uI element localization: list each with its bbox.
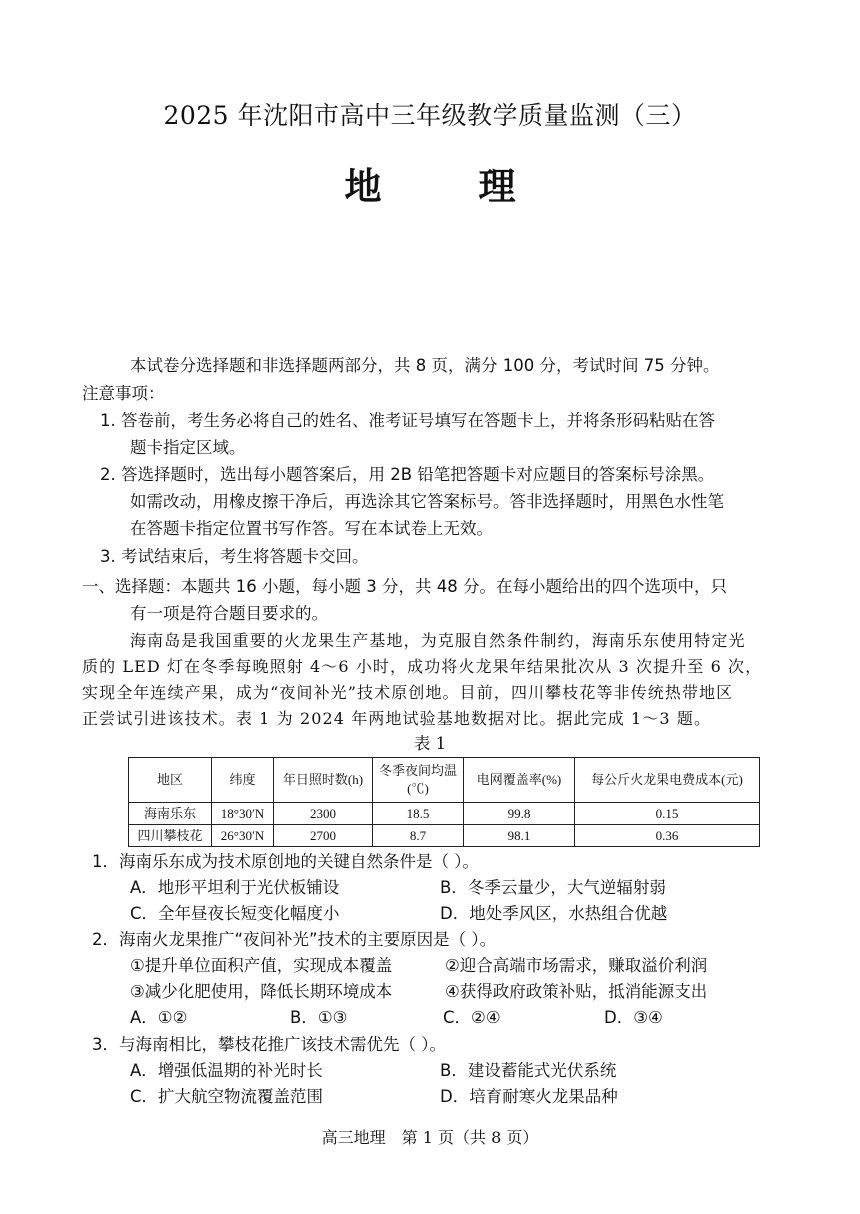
q3-option-c: C．扩大航空物流覆盖范围 <box>130 1087 324 1106</box>
passage-line: 实现全年连续产果，成为“夜间补光”技术原创地。目前，四川攀枝花等非传统热带地区 <box>82 683 734 702</box>
table-header: 每公斤火龙果电费成本(元) <box>575 758 760 803</box>
table-cell: 四川攀枝花 <box>129 825 212 847</box>
notice-item: 2. 答选择题时，选出每小题答案后，用 2B 铅笔把答题卡对应题目的答案标号涂黑。 <box>100 465 715 484</box>
table-row <box>129 803 760 825</box>
table-cell: 2700 <box>274 825 373 847</box>
table-header: 地区 <box>129 758 212 803</box>
notice-item: 3. 考试结束后，考生将答题卡交回。 <box>100 547 369 566</box>
data-table <box>128 757 760 847</box>
table-header: 冬季夜间均温(℃) <box>373 758 464 803</box>
exam-title: 2025 年沈阳市高中三年级教学质量监测（三） <box>163 101 697 130</box>
table-cell: 0.15 <box>575 803 760 825</box>
q2-statement: ①提升单位面积产值，实现成本覆盖 <box>130 956 393 975</box>
passage-line: 正尝试引进该技术。表 1 为 2024 年两地试验基地数据对比。据此完成 1～3 题。 <box>82 709 712 728</box>
q3-option-a: A．增强低温期的补光时长 <box>130 1061 323 1080</box>
page-footer: 高三地理 第 1 页（共 8 页） <box>321 1128 539 1147</box>
section-heading-cont: 有一项是符合题目要求的。 <box>130 604 328 623</box>
section-heading: 一、选择题：本题共 16 小题，每小题 3 分，共 48 分。在每小题给出的四个选项中，只 <box>82 577 727 596</box>
q2-option-d: D．③④ <box>604 1008 663 1027</box>
q2-statement: ④获得政府政策补贴，抵消能源支出 <box>445 982 708 1001</box>
q3-option-d: D．培育耐寒火龙果品种 <box>440 1087 618 1106</box>
notice-item: 在答题卡指定位置书写作答。写在本试卷上无效。 <box>130 519 493 538</box>
table-header: 电网覆盖率(%) <box>464 758 575 803</box>
q2-statement: ②迎合高端市场需求，赚取溢价利润 <box>445 956 708 975</box>
table-cell: 8.7 <box>373 825 464 847</box>
table-caption: 表 1 <box>413 734 447 753</box>
question-2-stem: 2．海南火龙果推广“夜间补光”技术的主要原因是（ ）。 <box>92 930 497 949</box>
q2-statement: ③减少化肥使用，降低长期环境成本 <box>130 982 393 1001</box>
table-header: 纬度 <box>212 758 274 803</box>
table-cell: 2300 <box>274 803 373 825</box>
table-row <box>129 825 760 847</box>
q1-option-d: D．地处季风区，水热组合优越 <box>440 904 668 923</box>
table-cell: 18.5 <box>373 803 464 825</box>
table-header: 年日照时数(h) <box>274 758 373 803</box>
notice-heading: 注意事项： <box>82 384 165 403</box>
q2-option-a: A．①② <box>130 1008 188 1027</box>
question-1-stem: 1．海南乐东成为技术原创地的关键自然条件是（ ）。 <box>92 852 479 871</box>
table-cell: 99.8 <box>464 803 575 825</box>
q1-option-a: A．地形平坦利于光伏板铺设 <box>130 878 340 897</box>
intro-text: 本试卷分选择题和非选择题两部分，共 8 页，满分 100 分，考试时间 75 分钟。 <box>130 356 720 375</box>
q3-option-b: B．建设蓄能式光伏系统 <box>440 1061 617 1080</box>
table-cell: 海南乐东 <box>129 803 212 825</box>
subject-title: 地 理 <box>344 164 546 208</box>
table-cell: 18°30′N <box>212 803 274 825</box>
q2-option-b: B．①③ <box>290 1008 348 1027</box>
notice-item: 题卡指定区域。 <box>130 438 246 457</box>
q1-option-b: B．冬季云量少，大气逆辐射弱 <box>440 878 666 897</box>
question-3-stem: 3．与海南相比，攀枝花推广该技术需优先（ ）。 <box>92 1035 446 1054</box>
table-cell: 98.1 <box>464 825 575 847</box>
table-cell: 26°30′N <box>212 825 274 847</box>
q1-option-c: C．全年昼夜长短变化幅度小 <box>130 904 340 923</box>
passage-line: 质的 LED 灯在冬季每晚照射 4～6 小时，成功将火龙果年结果批次从 3 次提升至 6 次， <box>82 657 763 676</box>
passage-line: 海南岛是我国重要的火龙果生产基地，为克服自然条件制约，海南乐东使用特定光 <box>130 631 746 650</box>
q2-option-c: C．②④ <box>443 1008 501 1027</box>
notice-item: 如需改动，用橡皮擦干净后，再选涂其它答案标号。答非选择题时，用黑色水性笔 <box>130 492 724 511</box>
table-cell: 0.36 <box>575 825 760 847</box>
notice-item: 1. 答卷前，考生务必将自己的姓名、准考证号填写在答题卡上，并将条形码粘贴在答 <box>100 411 715 430</box>
